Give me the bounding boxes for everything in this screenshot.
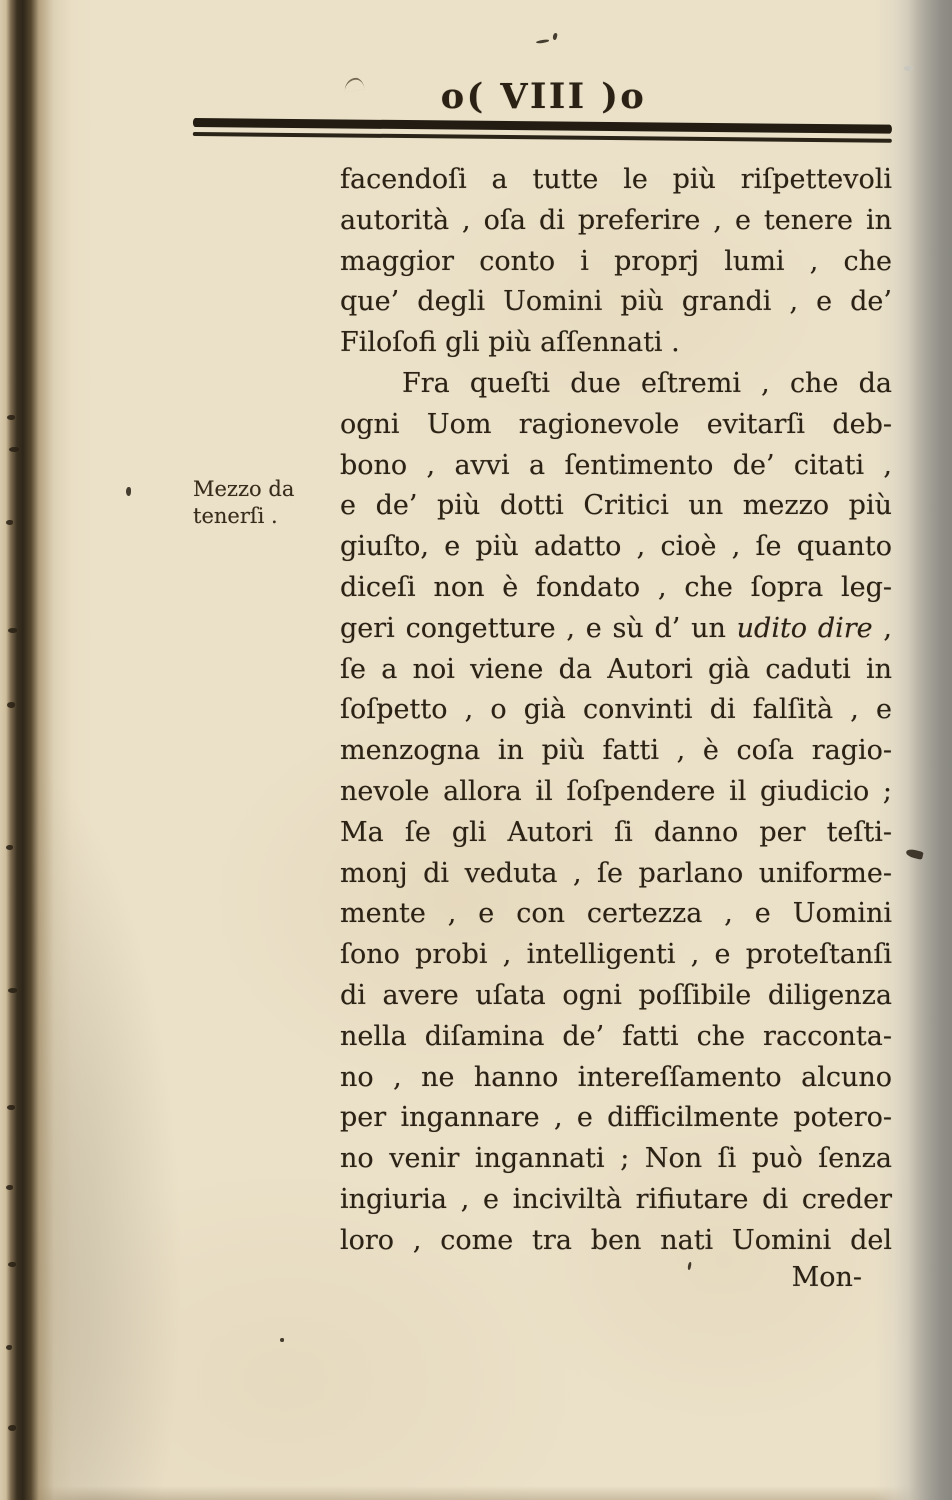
text-line: Fra queſti due eſtremi , che da (402, 367, 892, 399)
text-line: Ma ſe gli Autori ſi danno per teſti- (340, 816, 892, 848)
text-line: nella diſamina de’ fatti che racconta- (340, 1020, 892, 1052)
binding-tick (6, 520, 13, 525)
text-line: geri congetture , e sù d’ un udito dire , (340, 612, 892, 644)
margin-note (193, 476, 335, 530)
text-block (340, 160, 892, 1262)
text-line: ſono probi , intelligenti , e proteſtanſi (340, 939, 892, 971)
ink-speck (536, 39, 549, 44)
binding-tick (8, 988, 17, 993)
paper-speck (904, 66, 913, 71)
header-rule-thin (193, 132, 892, 142)
binding-tick (8, 1425, 16, 1431)
text-line: bono , avvi a ſentimento de’ citati , (340, 449, 892, 481)
margin-note-line-2: tenerſi . (193, 504, 278, 528)
text-line: ſoſpetto , o già convinti di falſità , e (340, 694, 892, 726)
margin-note-line-1: Mezzo da (193, 477, 295, 501)
text-line: loro , come tra ben nati Uomini del (340, 1224, 892, 1256)
text-line: giuſto, e più adatto , cioè , ſe quanto (340, 531, 892, 563)
text-line: ingiuria , e inciviltà rifiutare di creder (340, 1183, 892, 1215)
binding-tick (7, 1105, 15, 1110)
binding-tick (6, 1185, 13, 1190)
text-line: per ingannare , e difficilmente potero- (340, 1102, 892, 1134)
text-line: ſe a noi viene da Autori già caduti in (340, 653, 892, 685)
binding-tick (6, 845, 13, 850)
catchword-text: Mon- (791, 1262, 862, 1293)
text-line: di avere uſata ogni poſſibile diligenza (340, 979, 892, 1011)
binding-tick (6, 1345, 12, 1350)
text-line: diceſi non è fondato , che ſopra leg- (340, 571, 892, 603)
text-line: Filoſofi gli più aſſennati . (340, 327, 680, 359)
catchword (340, 1262, 892, 1293)
text-line: ogni Uom ragionevole evitarſi deb- (340, 408, 892, 440)
text-line: e de’ più dotti Critici un mezzo più (340, 490, 892, 522)
text-line: que’ degli Uomini più grandi , e de’ (340, 286, 892, 318)
binding-tick (9, 447, 19, 452)
text-line: monj di veduta , ſe parlano uniforme- (340, 857, 892, 889)
text-line: autorità , oſa di preferire , e tenere in (340, 204, 892, 236)
text-line: mente , e con certezza , e Uomini (340, 898, 892, 930)
header-rule (193, 118, 892, 142)
ink-speck (552, 33, 557, 41)
text-line: nevole allora il ſoſpendere il giudicio ; (340, 775, 892, 807)
text-line: menzogna in più fatti , è coſa ragio- (340, 735, 892, 767)
ink-speck (905, 848, 923, 860)
binding-tick (8, 628, 17, 633)
text-line: no venir ingannati ; Non ſi può ſenza (340, 1143, 892, 1175)
binding-tick (7, 702, 15, 708)
text-line: no , ne hanno intereſſamento alcuno (340, 1061, 892, 1093)
binding-tick (7, 415, 15, 420)
ink-speck (280, 1338, 284, 1342)
binding-tick (8, 1262, 16, 1267)
header-rule-thick (193, 118, 892, 134)
ink-speck (126, 487, 131, 496)
text-line: maggior conto i proprj lumi , che (340, 245, 892, 277)
text-line: facendoſi a tutte le più riſpettevoli (340, 164, 892, 195)
page-number-header: o( VIII )o (440, 76, 647, 117)
